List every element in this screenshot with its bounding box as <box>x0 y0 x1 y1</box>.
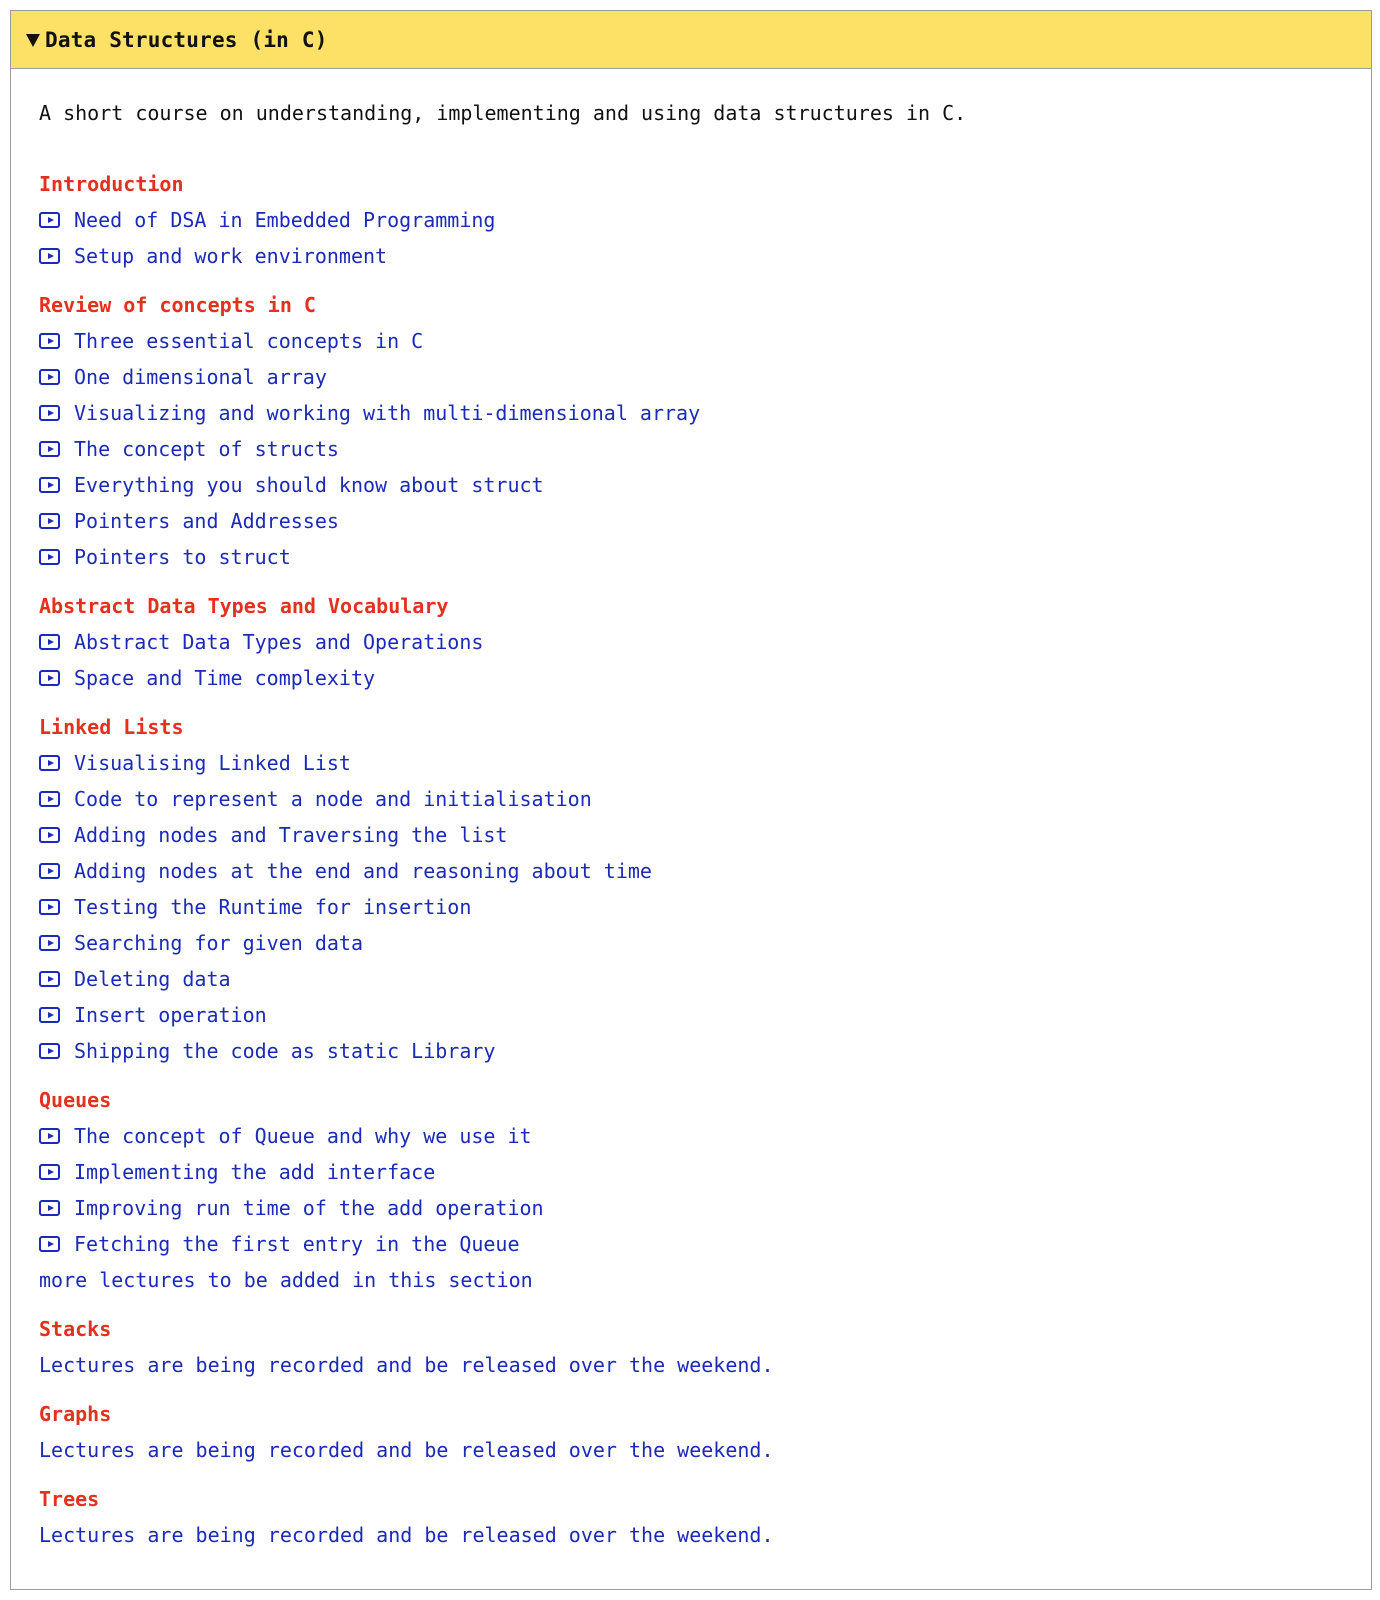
section-title: Introduction <box>39 172 184 196</box>
lecture-link[interactable]: Need of DSA in Embedded Programming <box>74 208 496 232</box>
course-body <box>11 69 1371 1553</box>
lecture-item[interactable] <box>39 1033 1343 1069</box>
lecture-item[interactable] <box>39 1190 1343 1226</box>
play-video-icon[interactable] <box>39 670 60 686</box>
section-title: Stacks <box>39 1317 112 1341</box>
course-section <box>39 588 1343 696</box>
section-note: more lectures to be added in this section <box>39 1268 533 1292</box>
lecture-link[interactable]: Fetching the first entry in the Queue <box>74 1232 520 1256</box>
section-title: Review of concepts in C <box>39 293 316 317</box>
course-section <box>39 709 1343 1069</box>
lecture-item[interactable] <box>39 817 1343 853</box>
lecture-link[interactable]: The concept of Queue and why we use it <box>74 1124 532 1148</box>
lecture-link[interactable]: Space and Time complexity <box>74 666 376 690</box>
course-title: Data Structures (in C) <box>45 27 328 52</box>
course-section <box>39 166 1343 274</box>
lecture-link[interactable]: Testing the Runtime for insertion <box>74 895 472 919</box>
lecture-item[interactable] <box>39 660 1343 696</box>
lecture-item[interactable] <box>39 624 1343 660</box>
play-video-icon[interactable] <box>39 1128 60 1144</box>
lecture-item[interactable] <box>39 925 1343 961</box>
play-video-icon[interactable] <box>39 513 60 529</box>
lecture-item[interactable] <box>39 503 1343 539</box>
lecture-link[interactable]: Setup and work environment <box>74 244 388 268</box>
lecture-item[interactable] <box>39 467 1343 503</box>
section-title: Trees <box>39 1487 100 1511</box>
play-video-icon[interactable] <box>39 369 60 385</box>
play-video-icon[interactable] <box>39 477 60 493</box>
lecture-link[interactable]: Visualizing and working with multi-dimensional array <box>74 401 701 425</box>
section-note: Lectures are being recorded and be released over the weekend. <box>39 1438 774 1462</box>
lecture-item[interactable] <box>39 202 1343 238</box>
course-description: A short course on understanding, implementing and using data structures in C. <box>39 101 967 125</box>
play-video-icon[interactable] <box>39 791 60 807</box>
course-section <box>39 1082 1343 1298</box>
play-video-icon[interactable] <box>39 863 60 879</box>
course-panel <box>10 10 1372 1590</box>
lecture-item[interactable] <box>39 323 1343 359</box>
lecture-item[interactable] <box>39 238 1343 274</box>
play-video-icon[interactable] <box>39 1236 60 1252</box>
lecture-item[interactable] <box>39 1118 1343 1154</box>
course-section <box>39 287 1343 575</box>
play-video-icon[interactable] <box>39 405 60 421</box>
lecture-link[interactable]: Code to represent a node and initialisation <box>74 787 592 811</box>
lecture-link[interactable]: Insert operation <box>74 1003 267 1027</box>
play-video-icon[interactable] <box>39 1007 60 1023</box>
play-video-icon[interactable] <box>39 755 60 771</box>
course-section <box>39 1396 1343 1468</box>
lecture-item[interactable] <box>39 539 1343 575</box>
play-video-icon[interactable] <box>39 935 60 951</box>
lecture-link[interactable]: Improving run time of the add operation <box>74 1196 544 1220</box>
play-video-icon[interactable] <box>39 827 60 843</box>
play-video-icon[interactable] <box>39 248 60 264</box>
play-video-icon[interactable] <box>39 549 60 565</box>
play-video-icon[interactable] <box>39 1200 60 1216</box>
lecture-link[interactable]: Adding nodes at the end and reasoning about time <box>74 859 652 883</box>
section-title: Queues <box>39 1088 112 1112</box>
course-section <box>39 1481 1343 1553</box>
lecture-item[interactable] <box>39 745 1343 781</box>
section-title: Graphs <box>39 1402 112 1426</box>
section-note: Lectures are being recorded and be released over the weekend. <box>39 1353 774 1377</box>
section-list <box>39 166 1343 1553</box>
lecture-link[interactable]: Everything you should know about struct <box>74 473 544 497</box>
lecture-link[interactable]: Adding nodes and Traversing the list <box>74 823 508 847</box>
section-title: Abstract Data Types and Vocabulary <box>39 594 449 618</box>
lecture-link[interactable]: Deleting data <box>74 967 231 991</box>
lecture-link[interactable]: Implementing the add interface <box>74 1160 436 1184</box>
play-video-icon[interactable] <box>39 971 60 987</box>
lecture-item[interactable] <box>39 961 1343 997</box>
lecture-link[interactable]: Shipping the code as static Library <box>74 1039 496 1063</box>
lecture-link[interactable]: Abstract Data Types and Operations <box>74 630 484 654</box>
lecture-link[interactable]: Pointers to struct <box>74 545 291 569</box>
course-section <box>39 1311 1343 1383</box>
lecture-link[interactable]: One dimensional array <box>74 365 327 389</box>
lecture-link[interactable]: The concept of structs <box>74 437 339 461</box>
lecture-item[interactable] <box>39 889 1343 925</box>
course-header-toggle[interactable] <box>11 11 1371 69</box>
play-video-icon[interactable] <box>39 1164 60 1180</box>
lecture-link[interactable]: Pointers and Addresses <box>74 509 339 533</box>
lecture-item[interactable] <box>39 359 1343 395</box>
lecture-item[interactable] <box>39 395 1343 431</box>
play-video-icon[interactable] <box>39 333 60 349</box>
lecture-link[interactable]: Searching for given data <box>74 931 363 955</box>
lecture-link[interactable]: Visualising Linked List <box>74 751 351 775</box>
play-video-icon[interactable] <box>39 212 60 228</box>
lecture-link[interactable]: Three essential concepts in C <box>74 329 424 353</box>
lecture-item[interactable] <box>39 1226 1343 1262</box>
caret-down-icon[interactable] <box>26 34 40 47</box>
lecture-item[interactable] <box>39 853 1343 889</box>
section-note: Lectures are being recorded and be released over the weekend. <box>39 1523 774 1547</box>
lecture-item[interactable] <box>39 997 1343 1033</box>
play-video-icon[interactable] <box>39 634 60 650</box>
lecture-item[interactable] <box>39 1154 1343 1190</box>
lecture-item[interactable] <box>39 781 1343 817</box>
section-title: Linked Lists <box>39 715 184 739</box>
play-video-icon[interactable] <box>39 441 60 457</box>
play-video-icon[interactable] <box>39 1043 60 1059</box>
lecture-item[interactable] <box>39 431 1343 467</box>
play-video-icon[interactable] <box>39 899 60 915</box>
